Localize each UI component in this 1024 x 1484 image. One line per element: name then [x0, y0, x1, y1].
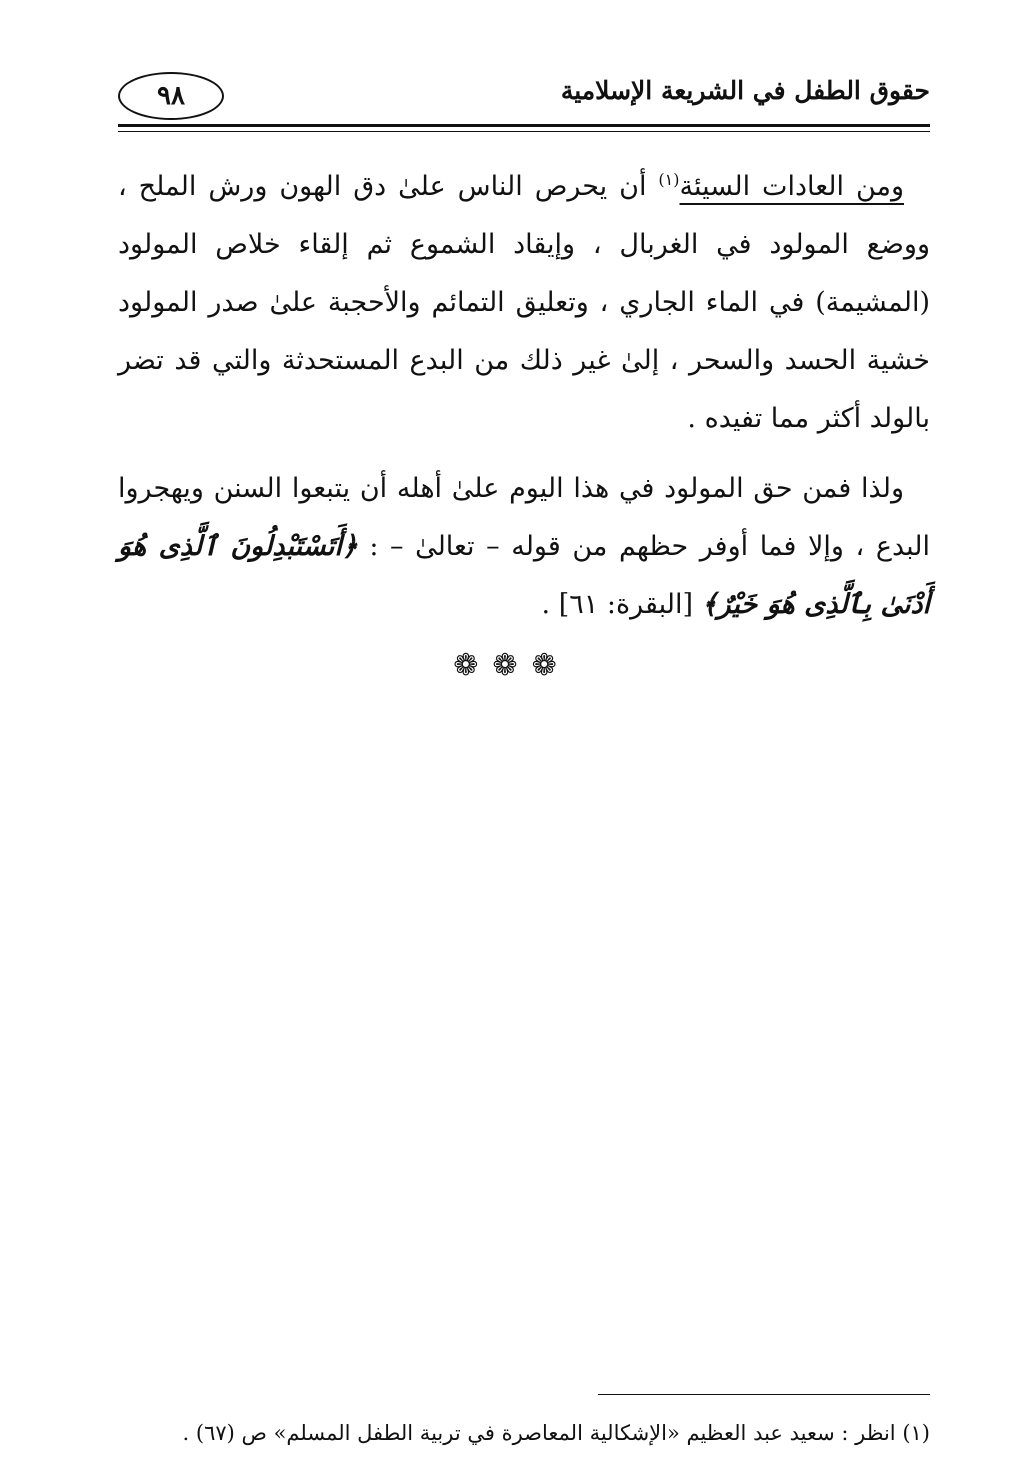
ornament-icon: ❁	[453, 648, 493, 683]
verse-citation: [البقرة: ٦١] .	[541, 589, 702, 620]
book-title: حقوق الطفل في الشريعة الإسلامية	[560, 76, 930, 105]
header-rule-thin	[118, 131, 930, 132]
section-ornament	[0, 648, 1024, 683]
footnote-reference[interactable]: (١)	[658, 170, 680, 189]
footnote-separator	[598, 1394, 930, 1395]
page-header	[118, 72, 930, 120]
header-rule-thick	[118, 124, 930, 127]
underlined-phrase: ومن العادات السيئة	[679, 171, 904, 202]
page-number: ٩٨	[118, 72, 224, 120]
body-text	[118, 158, 930, 634]
paragraph-1-text: أن يحرص الناس علىٰ دق الهون ورش الملح ، ووضع المولود في الغربال ، وإيقاد الشموع ثم إلقاء خلاص المولود (المشيمة) في الماء الجاري ، وتعليق التمائم والأحجبة علىٰ صدر المولود خشية الحسد والسحر ، إلىٰ غير ذلك من البدع المستحدثة والتي قد تضر بالولد أكثر مما تفيده .	[118, 171, 930, 434]
paragraph-1	[118, 158, 930, 448]
ornament-icon: ❁	[531, 648, 571, 683]
quran-verse: ﴿أَتَسْتَبْدِلُونَ ٱلَّذِى هُوَ أَدْنَىٰ بِٱلَّذِى هُوَ خَيْرٌ﴾	[118, 531, 930, 620]
paragraph-2-text: ولذا فمن حق المولود في هذا اليوم علىٰ أهله أن يتبعوا السنن ويهجروا البدع ، وإلا فما أوفر حظهم من قوله – تعالىٰ – :	[118, 473, 931, 562]
ornament-icon: ❁	[492, 648, 532, 683]
paragraph-2	[118, 460, 930, 634]
footnote: (١) انظر : سعيد عبد العظيم «الإشكالية المعاصرة في تربية الطفل المسلم» ص (٦٧) .	[182, 1421, 930, 1445]
